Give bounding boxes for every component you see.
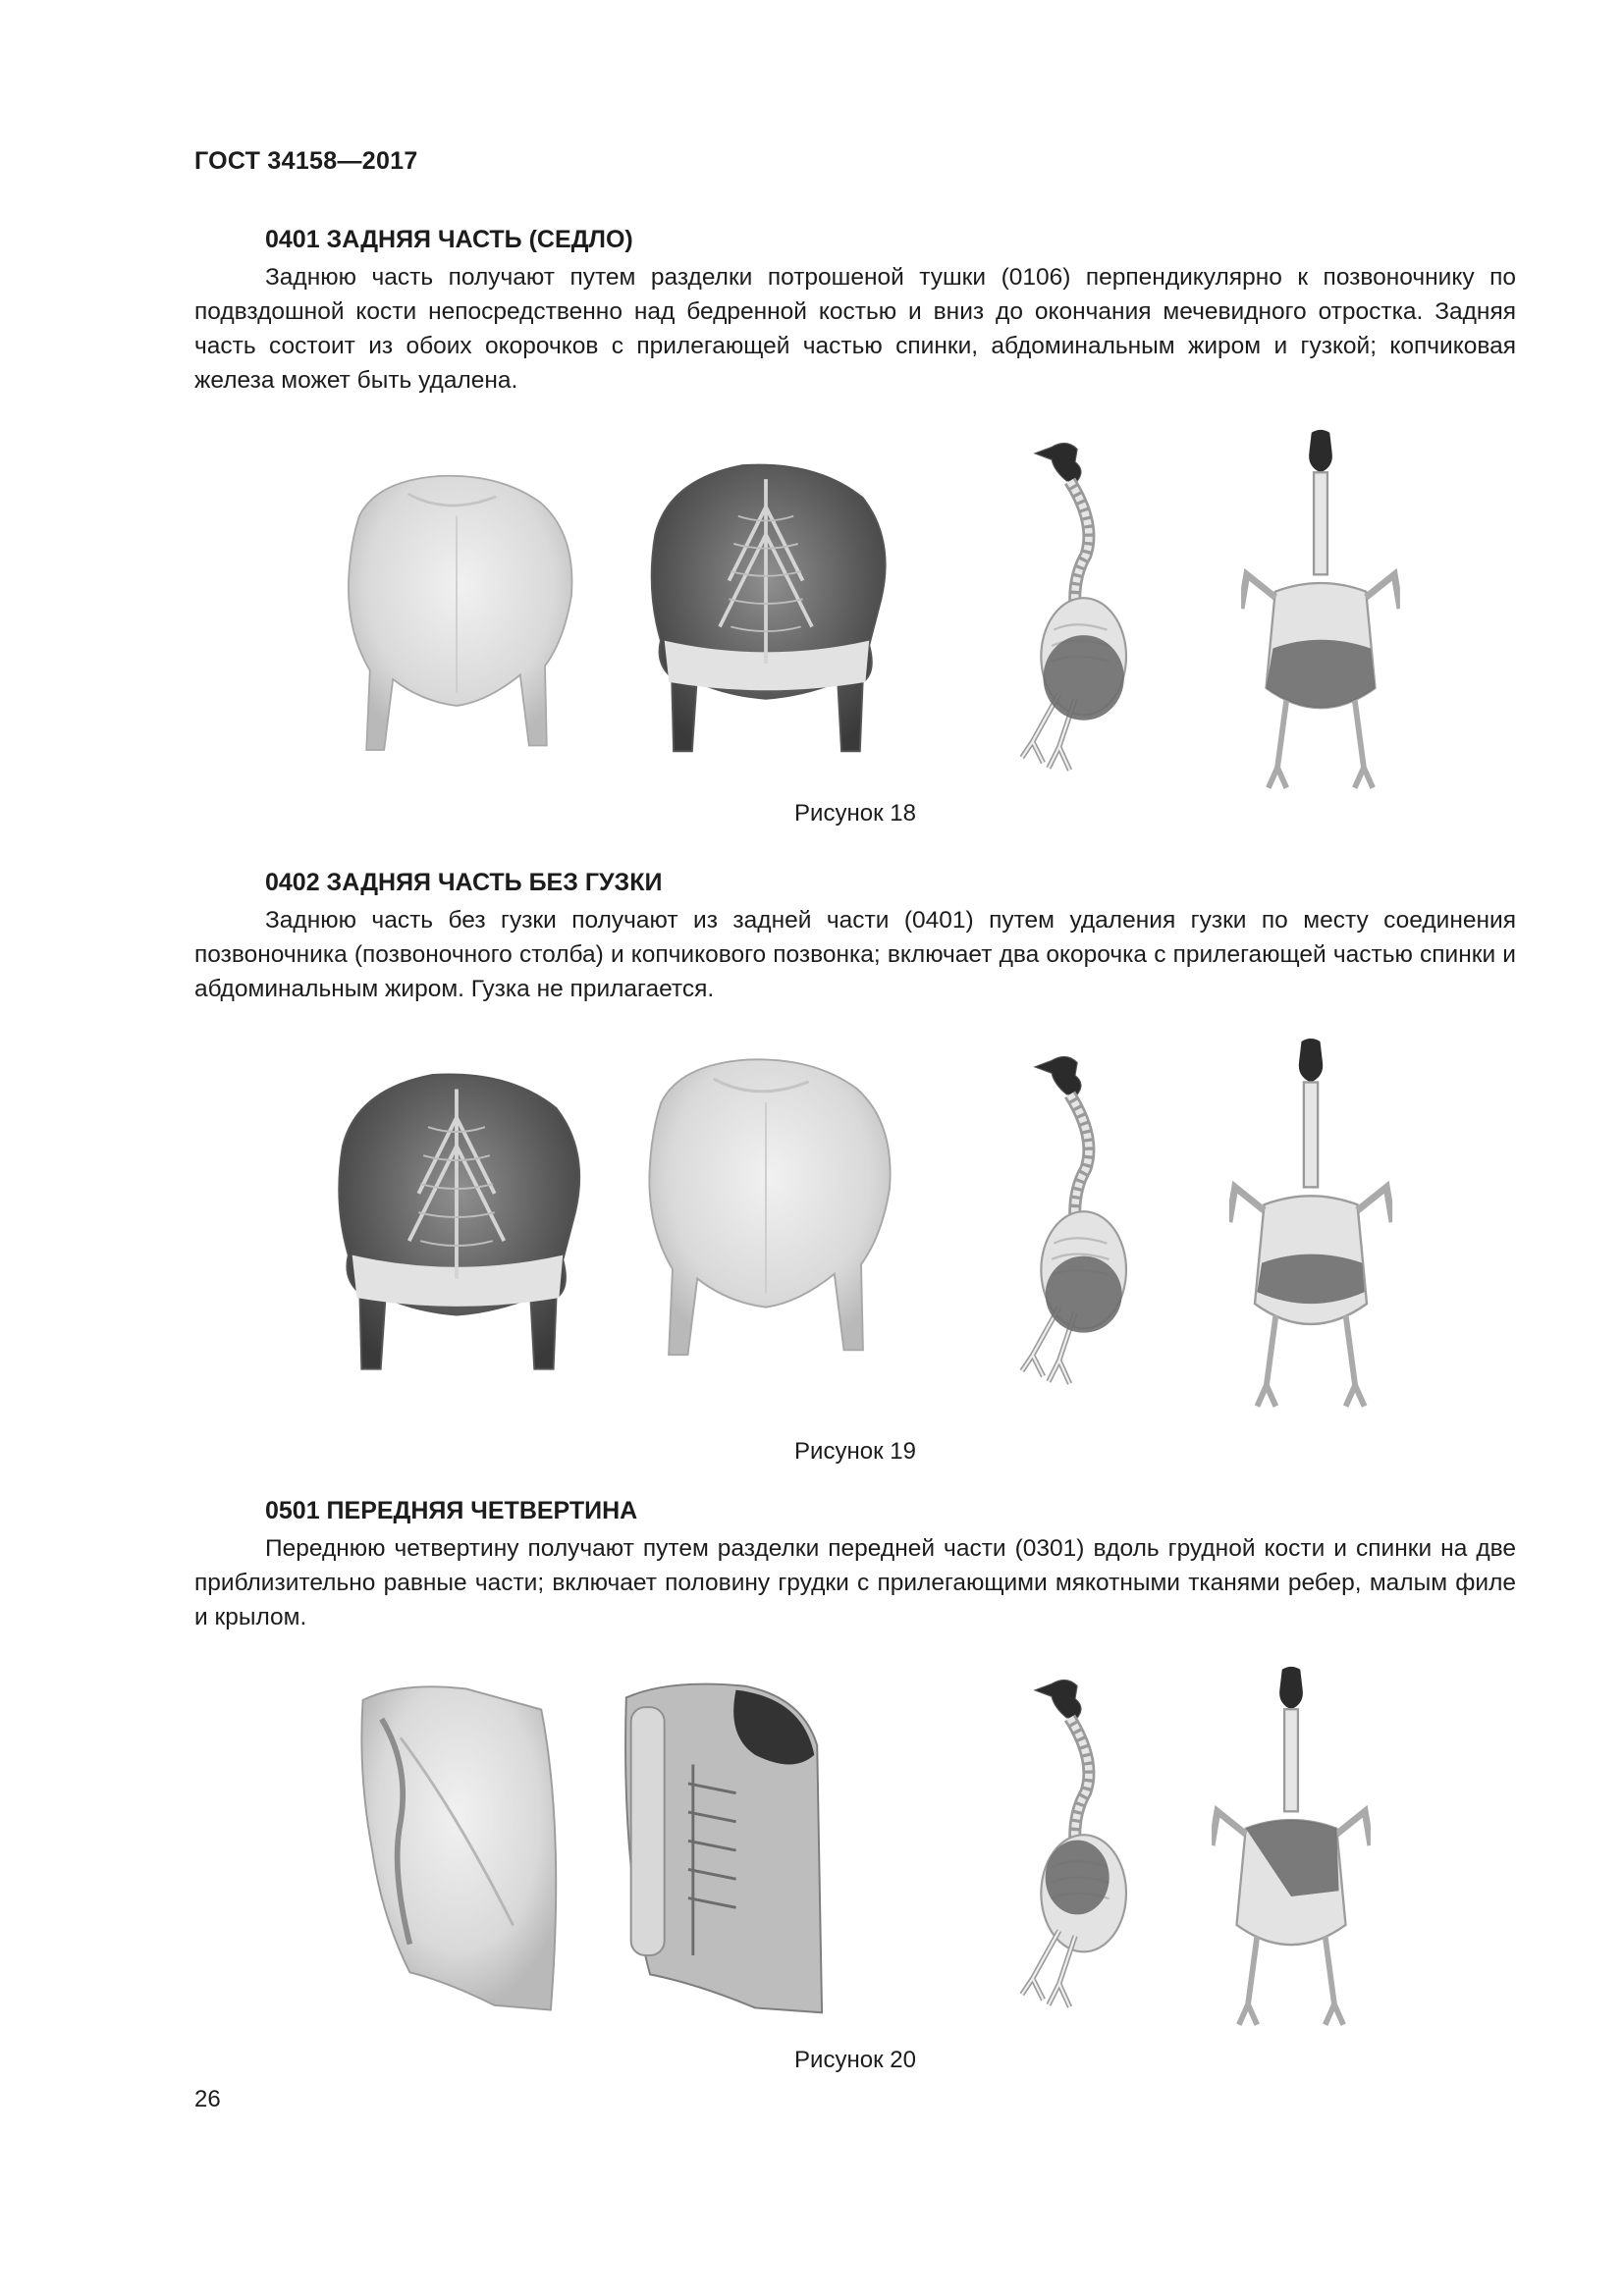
figure-20-photo-skin	[353, 1679, 569, 2022]
figure-19-skeleton-side	[1011, 1041, 1139, 1404]
section-heading-0401: 0401 ЗАДНЯЯ ЧАСТЬ (СЕДЛО)	[265, 226, 633, 253]
figure-18-skeleton-side	[1011, 432, 1139, 785]
figure-19-photo-inner	[314, 1050, 599, 1384]
figure-19-photo-skin	[619, 1045, 913, 1360]
figure-19-skeleton-top	[1222, 1036, 1399, 1409]
figure-caption-18: Рисунок 18	[794, 800, 916, 827]
page-number: 26	[194, 2086, 221, 2112]
section-heading-0501: 0501 ПЕРЕДНЯЯ ЧЕТВЕРТИНА	[265, 1497, 638, 1524]
figure-20-photo-inner	[609, 1679, 835, 2022]
section-text-0402: Заднюю часть без гузки получают из задней части (0401) путем удаления гузки по месту соединения позвоночника (позвоночного столба) и копчикового позвонка; включает два окорочка с прилегающей частью спинки и абдоминальным жиром. Гузка не прилагается.	[194, 907, 1516, 1002]
section-text-0401: Заднюю часть получают путем разделки потрошеной тушки (0106) перпендикулярно к позвоночнику по подвздошной кости непосредственно над бедренной костью и вниз до окончания мечевидного отростка. Задняя часть состоит из обоих окорочков с прилегающей частью спинки, абдоминальным жиром и гузкой; копчиковая железа может быть удалена.	[194, 264, 1516, 394]
section-heading-0402: 0402 ЗАДНЯЯ ЧАСТЬ БЕЗ ГУЗКИ	[265, 869, 663, 896]
figure-18-photo-inner	[619, 452, 913, 756]
figure-caption-19: Рисунок 19	[794, 1438, 916, 1465]
section-text-0501: Переднюю четвертину получают путем разделки передней части (0301) вдоль грудной кости и спинки на две приблизительно равные части; включает половину грудки с прилегающими мякотными тканями ребер, малым филе и крылом.	[194, 1535, 1516, 1630]
figure-18-photo-skin	[324, 461, 589, 756]
figure-20-skeleton-top	[1198, 1664, 1384, 2027]
figure-20-skeleton-side	[1011, 1669, 1139, 2022]
figure-18-skeleton-top	[1237, 427, 1404, 790]
figure-caption-20: Рисунок 20	[794, 2047, 916, 2073]
document-code: ГОСТ 34158—2017	[194, 147, 418, 175]
